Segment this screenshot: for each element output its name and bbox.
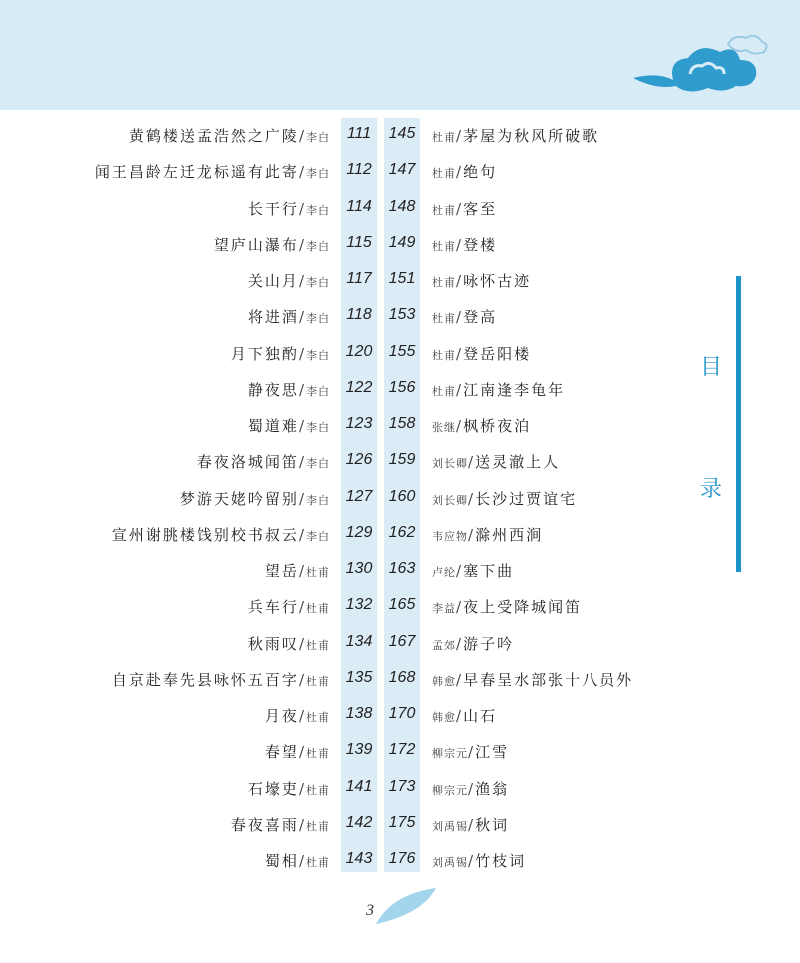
poem-title: 月下独酌 [230,344,299,363]
page-ref[interactable]: 167 [388,632,416,650]
poet-name: 杜甫 [432,239,456,253]
right-entry[interactable]: 李益/夜上受降城闻笛 [432,598,583,617]
right-entry[interactable]: 刘禹锡/秋词 [432,815,510,834]
poem-title: 望庐山瀑布 [213,235,299,254]
right-entry[interactable]: 杜甫/客至 [432,199,498,218]
left-entry[interactable]: 兵车行/杜甫 [247,598,330,617]
poet-name: 刘长卿 [432,457,468,471]
poem-title: 春夜洛城闻笛 [196,453,299,472]
poem-title: 绝句 [463,163,498,182]
toc-row [0,806,800,842]
toc-row [0,480,800,516]
page-ref[interactable]: 111 [346,125,372,142]
page-ref[interactable]: 156 [388,378,416,396]
leaf-ornament-icon [372,884,442,930]
poet-name: 张继 [432,421,456,434]
poem-title: 早春呈水部张十八员外 [463,670,634,689]
poet-name: 杜甫 [306,819,330,833]
page-ref[interactable]: 172 [388,741,416,759]
poet-name: 刘禹锡 [432,819,468,833]
right-entry[interactable]: 杜甫/咏怀古迹 [432,272,532,290]
right-entry[interactable]: 刘长卿/长沙过贾谊宅 [432,489,578,508]
poem-title: 送灵澈上人 [475,453,561,472]
page-ref[interactable]: 120 [345,342,373,360]
page-ref[interactable]: 165 [388,596,416,614]
right-entry[interactable]: 刘长卿/送灵澈上人 [432,453,561,472]
page-ref[interactable]: 151 [388,270,416,287]
poet-name: 杜甫 [306,674,330,688]
poet-name: 刘禹锡 [432,856,468,869]
poet-name: 韩愈 [432,674,456,688]
poet-name: 杜甫 [432,384,456,398]
page-ref[interactable]: 168 [388,668,416,686]
page-ref[interactable]: 147 [388,161,416,179]
page-ref[interactable]: 134 [345,632,373,650]
poem-title: 长沙过贾谊宅 [475,489,578,508]
page-ref[interactable]: 163 [388,560,416,577]
page-ref[interactable]: 176 [388,850,416,867]
left-entry[interactable]: 望庐山瀑布/李白 [213,235,330,254]
page-ref[interactable]: 130 [345,560,373,577]
toc-row [0,407,800,443]
page-ref[interactable]: 158 [388,415,416,432]
page-ref[interactable]: 132 [345,596,373,614]
poet-name: 杜甫 [306,566,330,579]
poet-name: 李白 [306,203,330,217]
toc-row [0,298,800,334]
toc-row [0,552,800,588]
toc-row [0,842,800,878]
poet-name: 杜甫 [306,602,330,616]
toc-row [0,335,800,371]
left-entry[interactable]: 闻王昌龄左迁龙标遥有此寄/李白 [94,163,330,182]
left-entry[interactable]: 蜀相/杜甫 [264,852,330,870]
poet-name: 李白 [306,239,330,253]
page-ref[interactable]: 129 [345,523,373,541]
poem-title: 月夜 [264,707,299,725]
toc-row [0,588,800,624]
left-entry[interactable]: 自京赴奉先县咏怀五百字/杜甫 [111,670,330,689]
right-entry[interactable]: 张继/枫桥夜泊 [432,417,532,435]
poem-title: 游子吟 [463,634,515,653]
left-entry[interactable]: 秋雨叹/杜甫 [247,634,330,653]
poet-name: 杜甫 [432,348,456,362]
side-accent-bar [736,276,741,572]
poet-name: 杜甫 [432,203,456,217]
left-entry[interactable]: 蜀道难/李白 [247,417,330,435]
poem-title: 竹枝词 [475,852,527,870]
poet-name: 韦应物 [432,529,468,543]
poem-title: 江南逢李龟年 [463,380,566,399]
poet-name: 李白 [306,312,330,326]
poem-title: 秋雨叹 [247,634,299,653]
poem-title: 渔翁 [475,779,510,798]
poem-title: 兵车行 [247,598,299,617]
left-entry[interactable]: 春望/杜甫 [264,743,330,762]
poet-name: 李白 [306,529,330,543]
poem-title: 关山月 [247,272,299,290]
poet-name: 李白 [306,457,330,471]
toc-row [0,625,800,661]
left-entry[interactable]: 静夜思/李白 [247,380,330,399]
right-entry[interactable]: 韦应物/滁州西涧 [432,525,544,544]
poem-title: 春望 [264,743,299,762]
page-ref[interactable]: 122 [345,378,373,396]
poet-name: 杜甫 [306,747,330,761]
poem-title: 咏怀古迹 [463,272,532,290]
poem-title: 茅屋为秋风所破歌 [463,127,600,145]
right-entry[interactable]: 杜甫/江南逢李龟年 [432,380,566,399]
toc-row [0,153,800,189]
left-entry[interactable]: 黄鹤楼送孟浩然之广陵/李白 [128,127,330,145]
poem-title: 秋词 [475,815,510,834]
side-title-char: 录 [700,477,723,502]
poem-title: 山石 [463,707,498,725]
poem-title: 登楼 [463,235,498,254]
poet-name: 杜甫 [432,312,456,326]
right-entry[interactable]: 杜甫/茅屋为秋风所破歌 [432,127,600,145]
poem-title: 滁州西涧 [475,525,544,544]
left-entry[interactable]: 将进酒/李白 [247,308,330,327]
poet-name: 李白 [306,493,330,507]
poet-name: 柳宗元 [432,783,468,797]
page-ref[interactable]: 135 [345,668,373,686]
right-entry[interactable]: 杜甫/登岳阳楼 [432,344,532,363]
left-entry[interactable]: 石壕吏/杜甫 [247,779,330,798]
page-ref[interactable]: 139 [345,741,373,759]
poet-name: 杜甫 [306,783,330,797]
poet-name: 李白 [306,421,330,434]
poet-name: 李白 [306,167,330,181]
right-entry[interactable]: 韩愈/早春呈水部张十八员外 [432,670,634,689]
page-ref[interactable]: 142 [345,813,373,831]
right-entry[interactable]: 刘禹锡/竹枝词 [432,852,527,870]
poet-name: 韩愈 [432,711,456,724]
page-ref[interactable]: 173 [388,777,416,795]
poet-name: 李益 [432,602,456,616]
poet-name: 卢纶 [432,566,456,579]
left-entry[interactable]: 春夜喜雨/杜甫 [230,815,330,834]
left-entry[interactable]: 梦游天姥吟留别/李白 [179,489,330,508]
page-ref[interactable]: 143 [345,850,373,867]
poet-name: 杜甫 [306,711,330,724]
page-ref[interactable]: 115 [346,233,372,251]
poet-name: 李白 [306,384,330,398]
toc-row [0,371,800,407]
poet-name: 杜甫 [432,131,456,144]
poet-name: 杜甫 [306,638,330,652]
poem-title: 闻王昌龄左迁龙标遥有此寄 [94,163,299,182]
poem-title: 将进酒 [247,308,299,327]
page-ref[interactable]: 141 [345,777,373,795]
right-entry[interactable]: 柳宗元/江雪 [432,743,510,762]
page-ref[interactable]: 114 [346,197,372,215]
poet-name: 柳宗元 [432,747,468,761]
toc-row [0,697,800,733]
poet-name: 李白 [306,131,330,144]
page-ref[interactable]: 162 [388,523,416,541]
page-ref[interactable]: 126 [345,451,373,469]
poem-title: 春夜喜雨 [230,815,299,834]
side-title-char: 目 [700,355,723,380]
poem-title: 枫桥夜泊 [463,417,532,435]
poem-title: 黄鹤楼送孟浩然之广陵 [128,127,299,145]
poem-title: 望岳 [264,562,299,580]
toc-row [0,661,800,697]
toc-row [0,443,800,479]
left-entry[interactable]: 长干行/李白 [247,199,330,218]
right-entry[interactable]: 杜甫/登高 [432,308,498,327]
page-ref[interactable]: 175 [388,813,416,831]
right-entry[interactable]: 卢纶/塞下曲 [432,562,515,580]
page-ref[interactable]: 153 [388,306,416,324]
toc-row [0,516,800,552]
page-ref[interactable]: 117 [346,270,372,287]
toc-row [0,733,800,769]
poet-name: 李白 [306,276,330,289]
poem-title: 夜上受降城闻笛 [463,598,583,617]
toc-row [0,226,800,262]
page-number: 3 [366,902,374,919]
poet-name: 杜甫 [432,276,456,289]
toc-row [0,190,800,226]
poem-title: 石壕吏 [247,779,299,798]
left-entry[interactable]: 月下独酌/李白 [230,344,330,363]
page-ref[interactable]: 148 [388,197,416,215]
poem-title: 长干行 [247,199,299,218]
page-ref[interactable]: 118 [346,306,372,324]
toc-row [0,262,800,298]
page-ref[interactable]: 149 [388,233,416,251]
right-entry[interactable]: 柳宗元/渔翁 [432,779,510,798]
cloud-icon [628,30,778,110]
right-entry[interactable]: 韩愈/山石 [432,707,498,725]
poet-name: 杜甫 [306,856,330,869]
poem-title: 蜀道难 [247,417,299,435]
poem-title: 自京赴奉先县咏怀五百字 [111,670,299,689]
right-entry[interactable]: 杜甫/绝句 [432,163,498,182]
poet-name: 李白 [306,348,330,362]
page-ref[interactable]: 127 [345,487,373,505]
page-ref[interactable]: 160 [388,487,416,505]
poem-title: 蜀相 [264,852,299,870]
page-ref[interactable]: 155 [388,342,416,360]
page-ref[interactable]: 138 [345,705,373,722]
right-entry[interactable]: 孟郊/游子吟 [432,634,515,653]
page-ref[interactable]: 170 [388,705,416,722]
left-entry[interactable]: 关山月/李白 [247,272,330,290]
poet-name: 杜甫 [432,167,456,181]
left-entry[interactable]: 春夜洛城闻笛/李白 [196,453,330,472]
right-entry[interactable]: 杜甫/登楼 [432,235,498,254]
poem-title: 登岳阳楼 [463,344,532,363]
page-ref[interactable]: 159 [388,451,416,469]
poem-title: 静夜思 [247,380,299,399]
poem-title: 登高 [463,308,498,327]
poem-title: 宣州谢朓楼饯别校书叔云 [111,525,299,544]
page-ref[interactable]: 112 [346,161,372,179]
toc-row [0,770,800,806]
page-ref[interactable]: 145 [388,125,416,142]
poet-name: 刘长卿 [432,493,468,507]
toc-row [0,117,800,153]
page-ref[interactable]: 123 [345,415,373,432]
poem-title: 客至 [463,199,498,218]
left-entry[interactable]: 宣州谢朓楼饯别校书叔云/李白 [111,525,330,544]
poem-title: 梦游天姥吟留别 [179,489,299,508]
poet-name: 孟郊 [432,638,456,652]
left-entry[interactable]: 月夜/杜甫 [264,707,330,725]
poem-title: 江雪 [475,743,510,762]
poem-title: 塞下曲 [463,562,515,580]
left-entry[interactable]: 望岳/杜甫 [264,562,330,580]
